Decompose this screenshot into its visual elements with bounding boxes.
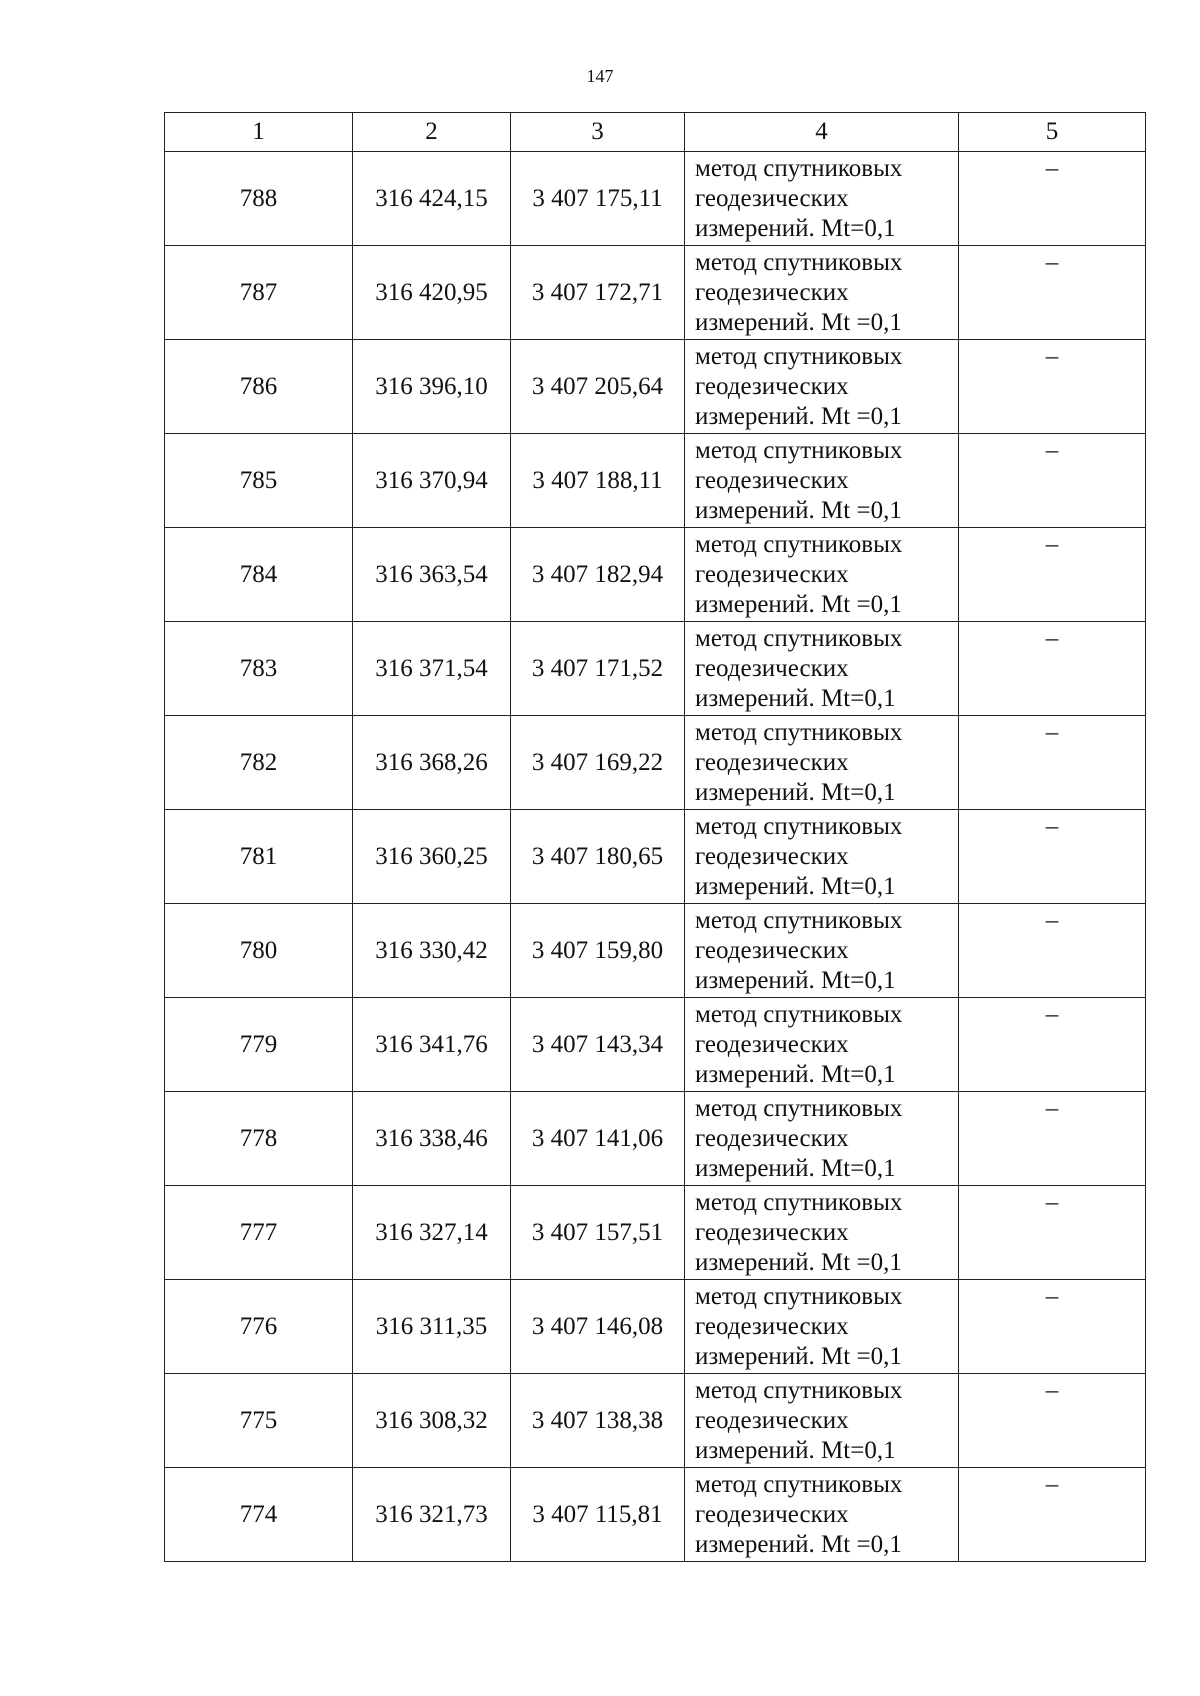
y-coordinate-cell: 3 407 159,80 bbox=[511, 904, 685, 998]
point-number-cell: 784 bbox=[165, 528, 353, 622]
method-text-line: геодезических bbox=[695, 185, 849, 212]
note-cell: – bbox=[959, 1374, 1146, 1468]
table-row bbox=[165, 1092, 1146, 1186]
method-text-line: измерений. Mt=0,1 bbox=[695, 873, 896, 900]
note-cell: – bbox=[959, 1468, 1146, 1562]
table-row bbox=[165, 340, 1146, 434]
table-row bbox=[165, 246, 1146, 340]
method-text-line: метод спутниковых bbox=[695, 1471, 903, 1498]
method-text-line: метод спутниковых bbox=[695, 719, 903, 746]
method-text-line: геодезических bbox=[695, 467, 849, 494]
method-cell bbox=[685, 716, 959, 810]
method-text-line: геодезических bbox=[695, 937, 849, 964]
x-coordinate-cell: 316 321,73 bbox=[353, 1468, 511, 1562]
method-cell bbox=[685, 810, 959, 904]
note-cell: – bbox=[959, 528, 1146, 622]
x-coordinate-cell: 316 338,46 bbox=[353, 1092, 511, 1186]
method-text-line: метод спутниковых bbox=[695, 1189, 903, 1216]
page-number: 147 bbox=[586, 66, 614, 86]
method-text-line: метод спутниковых bbox=[695, 531, 903, 558]
method-cell bbox=[685, 1186, 959, 1280]
note-cell: – bbox=[959, 1280, 1146, 1374]
method-cell bbox=[685, 1374, 959, 1468]
method-text-line: геодезических bbox=[695, 561, 849, 588]
column-header: 4 bbox=[685, 113, 959, 152]
x-coordinate-cell: 316 371,54 bbox=[353, 622, 511, 716]
y-coordinate-cell: 3 407 143,34 bbox=[511, 998, 685, 1092]
method-text-line: измерений. Mt =0,1 bbox=[695, 1343, 902, 1370]
y-coordinate-cell: 3 407 141,06 bbox=[511, 1092, 685, 1186]
y-coordinate-cell: 3 407 188,11 bbox=[511, 434, 685, 528]
method-text-line: измерений. Mt=0,1 bbox=[695, 215, 896, 242]
table-row bbox=[165, 1186, 1146, 1280]
table-row bbox=[165, 434, 1146, 528]
column-header: 1 bbox=[165, 113, 353, 152]
method-cell bbox=[685, 622, 959, 716]
point-number-cell: 778 bbox=[165, 1092, 353, 1186]
x-coordinate-cell: 316 311,35 bbox=[353, 1280, 511, 1374]
y-coordinate-cell: 3 407 180,65 bbox=[511, 810, 685, 904]
point-number-cell: 779 bbox=[165, 998, 353, 1092]
point-number-cell: 781 bbox=[165, 810, 353, 904]
method-text-line: геодезических bbox=[695, 1219, 849, 1246]
note-cell: – bbox=[959, 622, 1146, 716]
note-cell: – bbox=[959, 998, 1146, 1092]
y-coordinate-cell: 3 407 157,51 bbox=[511, 1186, 685, 1280]
method-text-line: измерений. Mt =0,1 bbox=[695, 1531, 902, 1558]
point-number-cell: 776 bbox=[165, 1280, 353, 1374]
method-text-line: геодезических bbox=[695, 655, 849, 682]
note-cell: – bbox=[959, 340, 1146, 434]
table-row bbox=[165, 904, 1146, 998]
x-coordinate-cell: 316 396,10 bbox=[353, 340, 511, 434]
method-cell bbox=[685, 340, 959, 434]
method-text-line: геодезических bbox=[695, 1031, 849, 1058]
coordinates-table bbox=[164, 112, 1146, 1562]
method-text-line: метод спутниковых bbox=[695, 437, 903, 464]
table-row bbox=[165, 152, 1146, 246]
x-coordinate-cell: 316 308,32 bbox=[353, 1374, 511, 1468]
method-cell bbox=[685, 1280, 959, 1374]
y-coordinate-cell: 3 407 171,52 bbox=[511, 622, 685, 716]
point-number-cell: 782 bbox=[165, 716, 353, 810]
method-cell bbox=[685, 998, 959, 1092]
method-cell bbox=[685, 246, 959, 340]
method-text-line: измерений. Mt =0,1 bbox=[695, 1249, 902, 1276]
note-cell: – bbox=[959, 1186, 1146, 1280]
table-row bbox=[165, 1280, 1146, 1374]
method-text-line: геодезических bbox=[695, 1407, 849, 1434]
note-cell: – bbox=[959, 904, 1146, 998]
x-coordinate-cell: 316 327,14 bbox=[353, 1186, 511, 1280]
method-text-line: метод спутниковых bbox=[695, 1283, 903, 1310]
method-text-line: метод спутниковых bbox=[695, 1095, 903, 1122]
y-coordinate-cell: 3 407 146,08 bbox=[511, 1280, 685, 1374]
method-text-line: измерений. Mt =0,1 bbox=[695, 591, 902, 618]
note-cell: – bbox=[959, 434, 1146, 528]
method-text-line: измерений. Mt=0,1 bbox=[695, 1437, 896, 1464]
point-number-cell: 787 bbox=[165, 246, 353, 340]
point-number-cell: 783 bbox=[165, 622, 353, 716]
method-text-line: измерений. Mt=0,1 bbox=[695, 967, 896, 994]
method-text-line: метод спутниковых bbox=[695, 813, 903, 840]
point-number-cell: 775 bbox=[165, 1374, 353, 1468]
point-number-cell: 777 bbox=[165, 1186, 353, 1280]
y-coordinate-cell: 3 407 175,11 bbox=[511, 152, 685, 246]
x-coordinate-cell: 316 330,42 bbox=[353, 904, 511, 998]
method-text-line: измерений. Mt=0,1 bbox=[695, 685, 896, 712]
point-number-cell: 774 bbox=[165, 1468, 353, 1562]
method-cell bbox=[685, 434, 959, 528]
note-cell: – bbox=[959, 810, 1146, 904]
point-number-cell: 786 bbox=[165, 340, 353, 434]
point-number-cell: 788 bbox=[165, 152, 353, 246]
method-text-line: геодезических bbox=[695, 1313, 849, 1340]
y-coordinate-cell: 3 407 138,38 bbox=[511, 1374, 685, 1468]
method-text-line: метод спутниковых bbox=[695, 1001, 903, 1028]
table-row bbox=[165, 528, 1146, 622]
column-header: 5 bbox=[959, 113, 1146, 152]
x-coordinate-cell: 316 424,15 bbox=[353, 152, 511, 246]
column-header: 2 bbox=[353, 113, 511, 152]
method-text-line: метод спутниковых bbox=[695, 249, 903, 276]
table-row bbox=[165, 716, 1146, 810]
method-cell bbox=[685, 904, 959, 998]
method-text-line: геодезических bbox=[695, 843, 849, 870]
point-number-cell: 780 bbox=[165, 904, 353, 998]
note-cell: – bbox=[959, 1092, 1146, 1186]
method-cell bbox=[685, 152, 959, 246]
x-coordinate-cell: 316 368,26 bbox=[353, 716, 511, 810]
note-cell: – bbox=[959, 152, 1146, 246]
point-number-cell: 785 bbox=[165, 434, 353, 528]
x-coordinate-cell: 316 363,54 bbox=[353, 528, 511, 622]
method-text-line: геодезических bbox=[695, 373, 849, 400]
table-row bbox=[165, 998, 1146, 1092]
method-text-line: метод спутниковых bbox=[695, 907, 903, 934]
y-coordinate-cell: 3 407 182,94 bbox=[511, 528, 685, 622]
x-coordinate-cell: 316 420,95 bbox=[353, 246, 511, 340]
method-text-line: измерений. Mt=0,1 bbox=[695, 779, 896, 806]
column-header: 3 bbox=[511, 113, 685, 152]
method-cell bbox=[685, 1092, 959, 1186]
y-coordinate-cell: 3 407 169,22 bbox=[511, 716, 685, 810]
method-text-line: измерений. Mt=0,1 bbox=[695, 1155, 896, 1182]
table-row bbox=[165, 622, 1146, 716]
y-coordinate-cell: 3 407 115,81 bbox=[511, 1468, 685, 1562]
y-coordinate-cell: 3 407 205,64 bbox=[511, 340, 685, 434]
method-text-line: геодезических bbox=[695, 279, 849, 306]
method-text-line: измерений. Mt =0,1 bbox=[695, 497, 902, 524]
method-cell bbox=[685, 1468, 959, 1562]
note-cell: – bbox=[959, 716, 1146, 810]
table-row bbox=[165, 810, 1146, 904]
method-cell bbox=[685, 528, 959, 622]
method-text-line: метод спутниковых bbox=[695, 343, 903, 370]
method-text-line: измерений. Mt =0,1 bbox=[695, 309, 902, 336]
x-coordinate-cell: 316 341,76 bbox=[353, 998, 511, 1092]
method-text-line: геодезических bbox=[695, 749, 849, 776]
note-cell: – bbox=[959, 246, 1146, 340]
method-text-line: метод спутниковых bbox=[695, 1377, 903, 1404]
method-text-line: метод спутниковых bbox=[695, 625, 903, 652]
method-text-line: измерений. Mt =0,1 bbox=[695, 403, 902, 430]
table-header-row bbox=[165, 113, 1146, 152]
x-coordinate-cell: 316 370,94 bbox=[353, 434, 511, 528]
method-text-line: геодезических bbox=[695, 1501, 849, 1528]
y-coordinate-cell: 3 407 172,71 bbox=[511, 246, 685, 340]
method-text-line: геодезических bbox=[695, 1125, 849, 1152]
x-coordinate-cell: 316 360,25 bbox=[353, 810, 511, 904]
method-text-line: метод спутниковых bbox=[695, 155, 903, 182]
method-text-line: измерений. Mt=0,1 bbox=[695, 1061, 896, 1088]
table-row bbox=[165, 1468, 1146, 1562]
table-row bbox=[165, 1374, 1146, 1468]
